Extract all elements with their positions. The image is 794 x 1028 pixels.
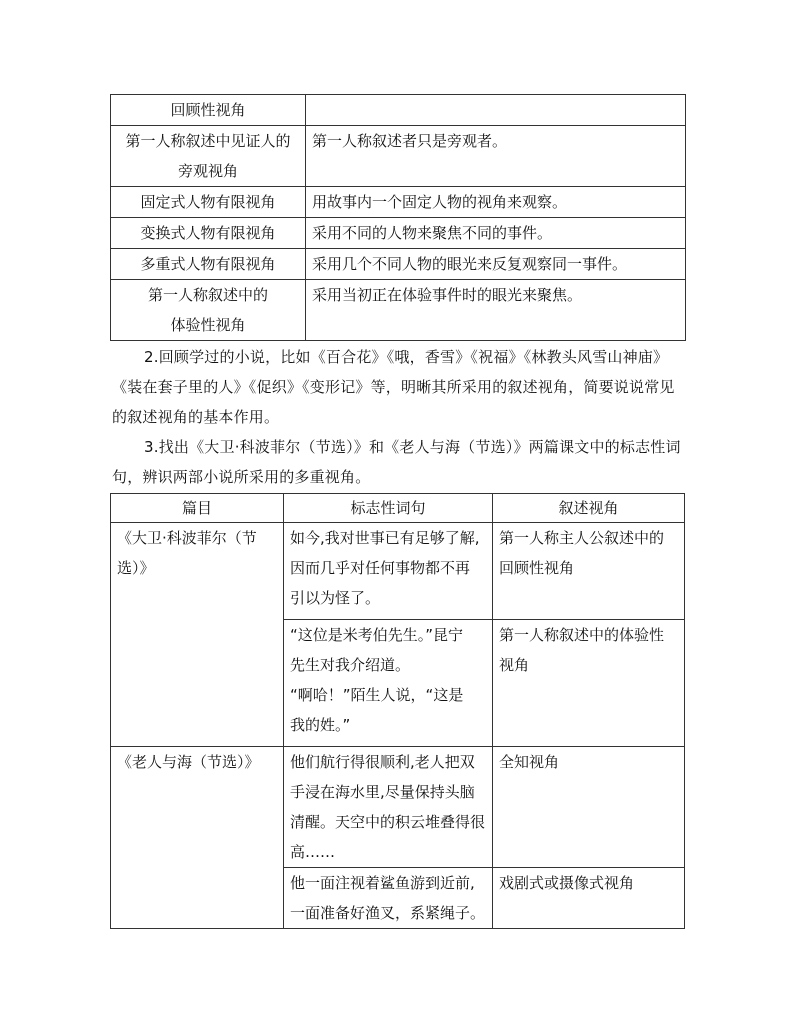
header-work: 篇目: [111, 494, 284, 523]
table-row: [111, 523, 685, 620]
table-header-row: [111, 494, 685, 523]
header-perspective: 叙述视角: [493, 494, 685, 523]
quote-cell: [284, 523, 493, 620]
perspective-description: 采用几个不同人物的眼光来反复观察同一事件。: [306, 249, 686, 280]
perspective-term: 多重式人物有限视角: [111, 249, 306, 280]
question-3-paragraph: 3.找出《大卫·科波菲尔（节选）》和《老人与海（节选）》两篇课文中的标志性词句，辨识两部小说所采用的多重视角。: [112, 438, 681, 486]
table-row: [111, 187, 686, 218]
perspective-description: 采用不同的人物来聚焦不同的事件。: [306, 218, 686, 249]
table-row: [111, 126, 686, 187]
work-title-text: 《大卫·科波菲尔（节 选）》: [117, 529, 257, 577]
table-row: [111, 95, 686, 126]
quote-text: 他一面注视着鲨鱼游到近前, 一面准备好渔叉，系紧绳子。: [290, 874, 486, 922]
table-row: [111, 249, 686, 280]
quote-text: 如今,我对世事已有足够了解, 因而几乎对任何事物都不再 引以为怪了。: [290, 529, 480, 607]
perspective-cell: [493, 523, 685, 620]
perspective-description: [306, 95, 686, 126]
perspective-cell: [493, 620, 685, 747]
perspective-text: 全知视角: [499, 753, 560, 771]
perspective-description: 采用当初正在体验事件时的眼光来聚焦。: [306, 280, 686, 341]
perspective-term: 固定式人物有限视角: [111, 187, 306, 218]
table-row: [111, 218, 686, 249]
quote-cell: [284, 620, 493, 747]
quote-cell: [284, 747, 493, 868]
table-row: [111, 747, 685, 868]
table-row: [111, 280, 686, 341]
work-title-text: 《老人与海（节选）》: [117, 753, 260, 771]
novel-perspective-table: [110, 493, 685, 929]
perspective-term: 第一人称叙述中的 体验性视角: [111, 280, 306, 341]
header-quote: 标志性词句: [284, 494, 493, 523]
perspective-text: 第一人称叙述中的体验性 视角: [499, 626, 665, 674]
work-title: [111, 747, 284, 929]
perspective-cell: [493, 868, 685, 929]
work-title: [111, 523, 284, 747]
perspective-term: 第一人称叙述中见证人的 旁观视角: [111, 126, 306, 187]
perspective-term: 回顾性视角: [111, 95, 306, 126]
perspective-cell: [493, 747, 685, 868]
perspective-text: 第一人称主人公叙述中的 回顾性视角: [499, 529, 665, 577]
narrative-perspective-table: [110, 94, 686, 341]
perspective-description: 用故事内一个固定人物的视角来观察。: [306, 187, 686, 218]
quote-text: 他们航行得很顺利,老人把双 手浸在海水里,尽量保持头脑 清醒。天空中的积云堆叠得很 高……: [290, 753, 486, 861]
quote-text: “这位是米考伯先生。”昆宁 先生对我介绍道。 “啊哈！”陌生人说，“这是 我的姓。”: [290, 626, 464, 734]
perspective-description: 第一人称叙述者只是旁观者。: [306, 126, 686, 187]
perspective-term: 变换式人物有限视角: [111, 218, 306, 249]
perspective-text: 戏剧式或摄像式视角: [499, 874, 635, 892]
quote-cell: [284, 868, 493, 929]
question-2-paragraph: 2.回顾学过的小说，比如《百合花》《哦，香雪》《祝福》《林教头风雪山神庙》《装在套子里的人》《促织》《变形记》等，明晰其所采用的叙述视角，简要说说常见的叙述视角的基本作用。: [112, 348, 675, 426]
